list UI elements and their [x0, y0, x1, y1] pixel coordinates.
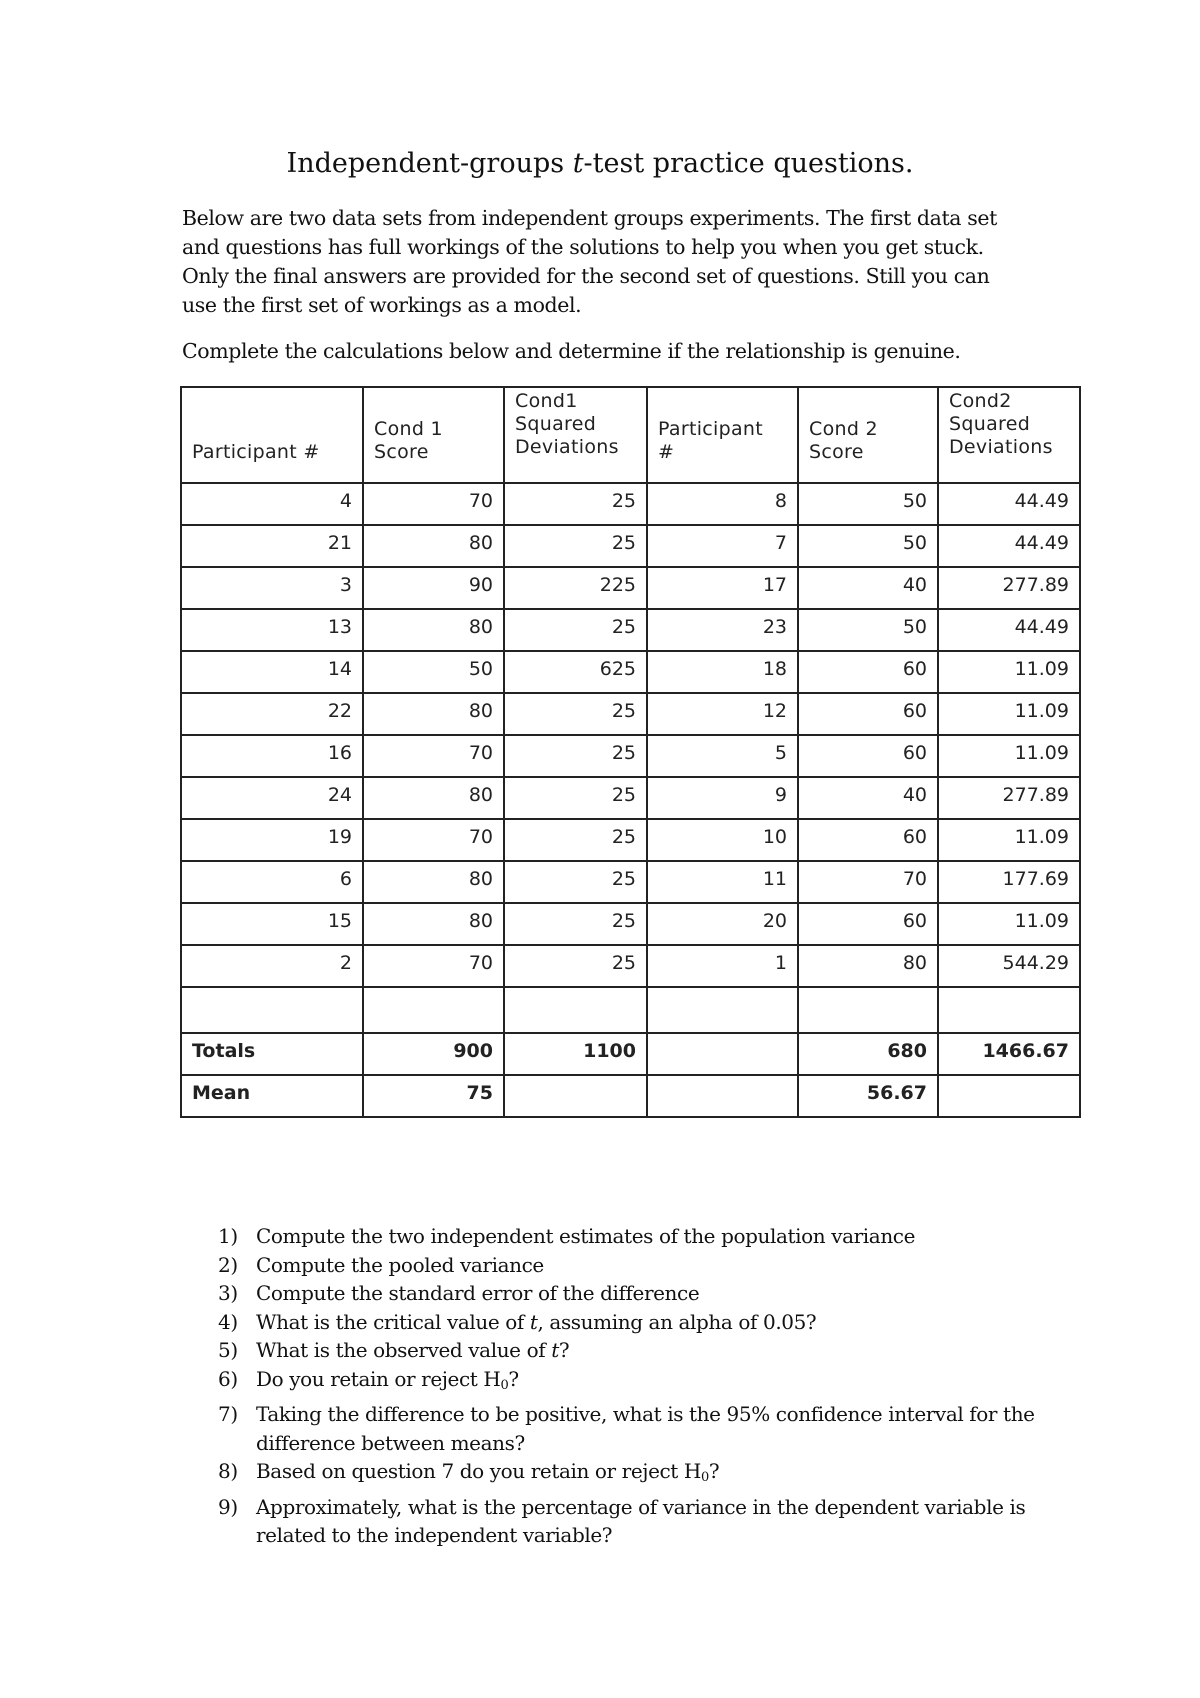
table-row: [181, 525, 1080, 567]
table-cell: 80: [798, 945, 938, 987]
table-cell: 60: [798, 819, 938, 861]
table-cell: 60: [798, 693, 938, 735]
table-cell: [938, 987, 1080, 1033]
data-table: [180, 386, 1081, 1118]
table-cell: [363, 987, 504, 1033]
header-participant-2: Participant #: [647, 387, 798, 483]
table-row: [181, 903, 1080, 945]
question-text: Compute the two independent estimates of the population variance: [256, 1224, 916, 1248]
title-suffix: -test practice questions.: [583, 148, 914, 179]
table-blank-row: [181, 987, 1080, 1033]
table-cell: 21: [181, 525, 363, 567]
question-text: Compute the standard error of the difference: [256, 1281, 700, 1305]
table-cell: 25: [504, 777, 647, 819]
question-item: [218, 1365, 1038, 1401]
table-row: [181, 777, 1080, 819]
question-number: 6): [218, 1366, 238, 1391]
table-cell: 40: [798, 777, 938, 819]
table-row: [181, 735, 1080, 777]
question-item: [218, 1279, 1038, 1308]
question-item: [218, 1336, 1038, 1365]
header-cond1-score: Cond 1 Score: [363, 387, 504, 483]
question-text: Do you retain or reject $H_0$?: [256, 1366, 519, 1393]
table-cell: 25: [504, 609, 647, 651]
table-cell: [647, 1033, 798, 1075]
table-cell: 11: [647, 861, 798, 903]
question-number: 7): [218, 1402, 238, 1426]
table-cell: 6: [181, 861, 363, 903]
table-cell: 544.29: [938, 945, 1080, 987]
instruction-text: Complete the calculations below and determine if the relationship is genuine.: [182, 339, 961, 363]
table-cell: 70: [363, 483, 504, 525]
question-text: Compute the pooled variance: [256, 1252, 544, 1277]
table-row: [181, 945, 1080, 987]
page-title: [0, 148, 1200, 179]
totals-cond2: 680: [798, 1033, 938, 1075]
table-cell: 40: [798, 567, 938, 609]
table-cell: 5: [647, 735, 798, 777]
table-cell: 22: [181, 693, 363, 735]
table-mean-row: [181, 1075, 1080, 1117]
table-cell: 2: [181, 945, 363, 987]
table-cell: [647, 987, 798, 1033]
table-cell: 15: [181, 903, 363, 945]
table-cell: 18: [647, 651, 798, 693]
table-cell: 13: [181, 609, 363, 651]
header-cond1-squared-deviations: Cond1 Squared Deviations: [504, 387, 647, 483]
question-number: 1): [218, 1224, 238, 1248]
table-cell: [504, 1075, 647, 1117]
header-cond2-squared-deviations: Cond2 Squared Deviations: [938, 387, 1080, 483]
header-participant-1: Participant #: [181, 387, 363, 483]
mean-cond2: 56.67: [798, 1075, 938, 1117]
question-item: [218, 1308, 1038, 1337]
table-cell: 625: [504, 651, 647, 693]
question-text: Taking the difference to be positive, what is the 95% confidence interval for the difference between means?: [256, 1402, 1035, 1455]
title-prefix: Independent-groups: [286, 148, 573, 179]
question-item: [218, 1457, 1038, 1493]
table-cell: [504, 987, 647, 1033]
table-cell: 11.09: [938, 651, 1080, 693]
table-cell: 25: [504, 483, 647, 525]
table-cell: 8: [647, 483, 798, 525]
table-body: [181, 483, 1080, 987]
table-cell: 44.49: [938, 525, 1080, 567]
question-number: 2): [218, 1252, 238, 1277]
table-cell: 11.09: [938, 819, 1080, 861]
table-cell: 50: [363, 651, 504, 693]
table-cell: 70: [363, 945, 504, 987]
table-cell: 7: [647, 525, 798, 567]
table-cell: [647, 1075, 798, 1117]
table-cell: 50: [798, 525, 938, 567]
totals-cond1: 900: [363, 1033, 504, 1075]
question-number: 3): [218, 1281, 238, 1305]
table-cell: 17: [647, 567, 798, 609]
table-cell: 80: [363, 861, 504, 903]
table-cell: 11.09: [938, 735, 1080, 777]
table-row: [181, 693, 1080, 735]
table-cell: 25: [504, 861, 647, 903]
table-cell: 60: [798, 735, 938, 777]
table-cell: 9: [647, 777, 798, 819]
table-cell: 70: [798, 861, 938, 903]
table-cell: 25: [504, 819, 647, 861]
table-cell: 1: [647, 945, 798, 987]
question-item: [218, 1251, 1038, 1280]
table-cell: 25: [504, 693, 647, 735]
table-cell: 12: [647, 693, 798, 735]
table-row: [181, 483, 1080, 525]
table-cell: 60: [798, 903, 938, 945]
mean-label: Mean: [181, 1075, 363, 1117]
table-cell: 50: [798, 483, 938, 525]
table-cell: 10: [647, 819, 798, 861]
table-cell: 44.49: [938, 609, 1080, 651]
table-cell: 19: [181, 819, 363, 861]
totals-cond1-squared: 1100: [504, 1033, 647, 1075]
mean-cond1: 75: [363, 1075, 504, 1117]
totals-cond2-squared: 1466.67: [938, 1033, 1080, 1075]
table-cell: 277.89: [938, 567, 1080, 609]
table-cell: 80: [363, 903, 504, 945]
table-cell: [181, 987, 363, 1033]
question-number: 4): [218, 1309, 238, 1334]
table-cell: 277.89: [938, 777, 1080, 819]
table-row: [181, 609, 1080, 651]
table-cell: 70: [363, 735, 504, 777]
table-cell: 50: [798, 609, 938, 651]
table-cell: 90: [363, 567, 504, 609]
table-cell: 225: [504, 567, 647, 609]
question-text: Approximately, what is the percentage of variance in the dependent variable is related to the independent variable?: [256, 1494, 1026, 1547]
table-cell: 177.69: [938, 861, 1080, 903]
question-number: 9): [218, 1494, 238, 1519]
table-cell: 25: [504, 945, 647, 987]
table-cell: 80: [363, 693, 504, 735]
totals-label: Totals: [181, 1033, 363, 1075]
table-cell: 16: [181, 735, 363, 777]
table-cell: [798, 987, 938, 1033]
table-cell: 20: [647, 903, 798, 945]
table-row: [181, 651, 1080, 693]
table-header-row: [181, 387, 1080, 483]
table-cell: 80: [363, 777, 504, 819]
table-cell: 4: [181, 483, 363, 525]
header-cond2-score: Cond 2 Score: [798, 387, 938, 483]
table-cell: 14: [181, 651, 363, 693]
table-cell: 23: [647, 609, 798, 651]
table-cell: 70: [363, 819, 504, 861]
table-cell: 60: [798, 651, 938, 693]
table-cell: 24: [181, 777, 363, 819]
table-cell: 11.09: [938, 693, 1080, 735]
question-number: 5): [218, 1338, 238, 1362]
question-item: [218, 1400, 1038, 1457]
table-totals-row: [181, 1033, 1080, 1075]
table-cell: 3: [181, 567, 363, 609]
question-text: What is the critical value of t, assuming an alpha of 0.05?: [256, 1309, 817, 1334]
table-cell: 80: [363, 609, 504, 651]
question-item: [218, 1493, 1038, 1550]
table-cell: 25: [504, 735, 647, 777]
table-cell: 44.49: [938, 483, 1080, 525]
intro-paragraph: Below are two data sets from independent groups experiments. The first data set and questions has full workings of the solutions to help you when you get stuck. Only the final answers are provided for the second set of questions. Still you can use the first set of workings as a model.: [182, 206, 997, 317]
question-number: 8): [218, 1459, 238, 1483]
question-text: Based on question 7 do you retain or reject $H_0$?: [256, 1459, 720, 1485]
table-cell: 80: [363, 525, 504, 567]
title-italic-t: t: [572, 148, 584, 179]
question-text: What is the observed value of t?: [256, 1338, 570, 1362]
table-row: [181, 861, 1080, 903]
question-item: [218, 1222, 1038, 1251]
table-row: [181, 567, 1080, 609]
table-row: [181, 819, 1080, 861]
table-cell: 11.09: [938, 903, 1080, 945]
table-cell: 25: [504, 525, 647, 567]
table-cell: [938, 1075, 1080, 1117]
table-cell: 25: [504, 903, 647, 945]
questions-list: [218, 1222, 1038, 1550]
